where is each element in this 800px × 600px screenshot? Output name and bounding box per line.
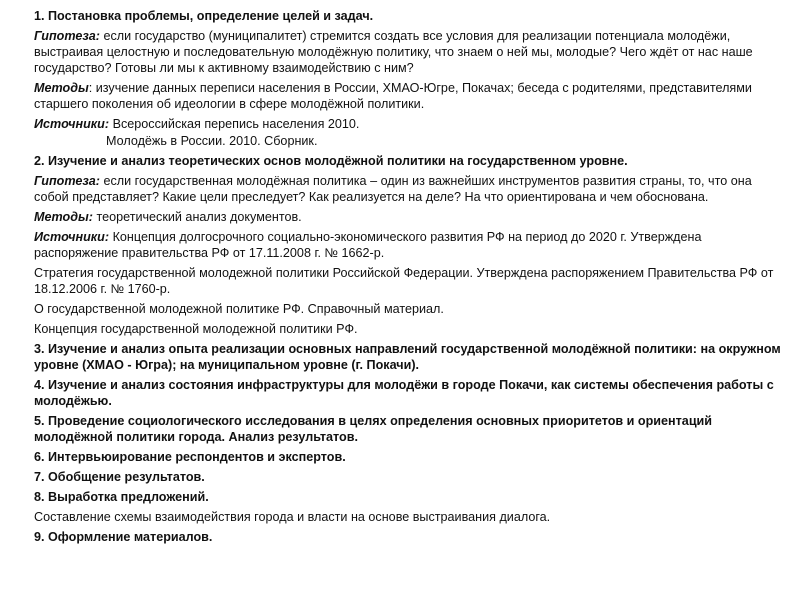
- section-2-heading: 2. Изучение и анализ теоретических основ молодёжной политики на государственном уровне.: [34, 154, 628, 168]
- section-2-source-3: О государственной молодежной политике РФ. Справочный материал.: [34, 302, 444, 316]
- sources-label: Источники:: [34, 117, 110, 131]
- section-4-heading: 4. Изучение и анализ состояния инфраструктуры для молодёжи в городе Покачи, как системы обеспечения работы с молодёжью.: [34, 378, 774, 408]
- section-3-heading: 3. Изучение и анализ опыта реализации основных направлений государственной молодёжной политики: на окружном уровне (ХМАО - Югра); на муниципальном уровне (г. Покачи).: [34, 342, 781, 372]
- sources-text: Концепция долгосрочного социально-экономического развития РФ на период до 2020 г. Утверждена распоряжение правительства РФ от 17.11.2008 г. № 1662-р.: [34, 230, 702, 260]
- methods-label: Методы: [34, 81, 89, 95]
- section-2-source-2: Стратегия государственной молодежной политики Российской Федерации. Утверждена распоряжением Правительства РФ от 18.12.2006 г. № 1760-р.: [34, 266, 774, 296]
- section-1-sources: [34, 116, 782, 132]
- hypothesis-label: Гипотеза:: [34, 174, 100, 188]
- section-1-heading: 1. Постановка проблемы, определение целей и задач.: [34, 9, 374, 23]
- methods-text: теоретический анализ документов.: [92, 210, 302, 224]
- section-1-hypothesis: [34, 28, 782, 76]
- hypothesis-text: если государственная молодёжная политика – один из важнейших инструментов развития страны, то, что она собой представляет? Какие цели преследует? Как реализуется на деле? На что ориентирована и чем обоснована.: [34, 174, 752, 204]
- section-2-methods: [34, 209, 782, 225]
- section-7-heading: 7. Обобщение результатов.: [34, 470, 205, 484]
- hypothesis-label: Гипотеза:: [34, 29, 100, 43]
- methods-label: Методы:: [34, 210, 93, 224]
- section-1-sources-line2: Молодёжь в России. 2010. Сборник.: [106, 134, 318, 148]
- methods-text: : изучение данных переписи населения в России, ХМАО-Югре, Покачах; беседа с родителями, представителями старшего поколения об идеологии в сфере молодёжной политики.: [34, 81, 752, 111]
- section-8-text: Составление схемы взаимодействия города и власти на основе выстраивания диалога.: [34, 510, 551, 524]
- section-8-heading: 8. Выработка предложений.: [34, 490, 209, 504]
- hypothesis-text: если государство (муниципалитет) стремится создать все условия для реализации потенциала молодёжи, выстраивая целостную и последовательную молодёжную политику, что знаем о ней мы, молодые? Чего ждёт от нас наше государство? Готовы ли мы к активному взаимодействию с ним?: [34, 29, 753, 75]
- section-2-sources: [34, 229, 782, 261]
- section-5-heading: 5. Проведение социологического исследования в целях определения основных приоритетов и ориентаций молодёжной политики города. Анализ результатов.: [34, 414, 713, 444]
- section-6-heading: 6. Интервьюирование респондентов и экспертов.: [34, 450, 346, 464]
- sources-text: Всероссийская перепись населения 2010.: [109, 117, 360, 131]
- section-2-hypothesis: [34, 173, 782, 205]
- section-2-source-4: Концепция государственной молодежной политики РФ.: [34, 322, 358, 336]
- section-9-heading: 9. Оформление материалов.: [34, 530, 213, 544]
- sources-label: Источники:: [34, 230, 110, 244]
- section-1-methods: [34, 80, 782, 112]
